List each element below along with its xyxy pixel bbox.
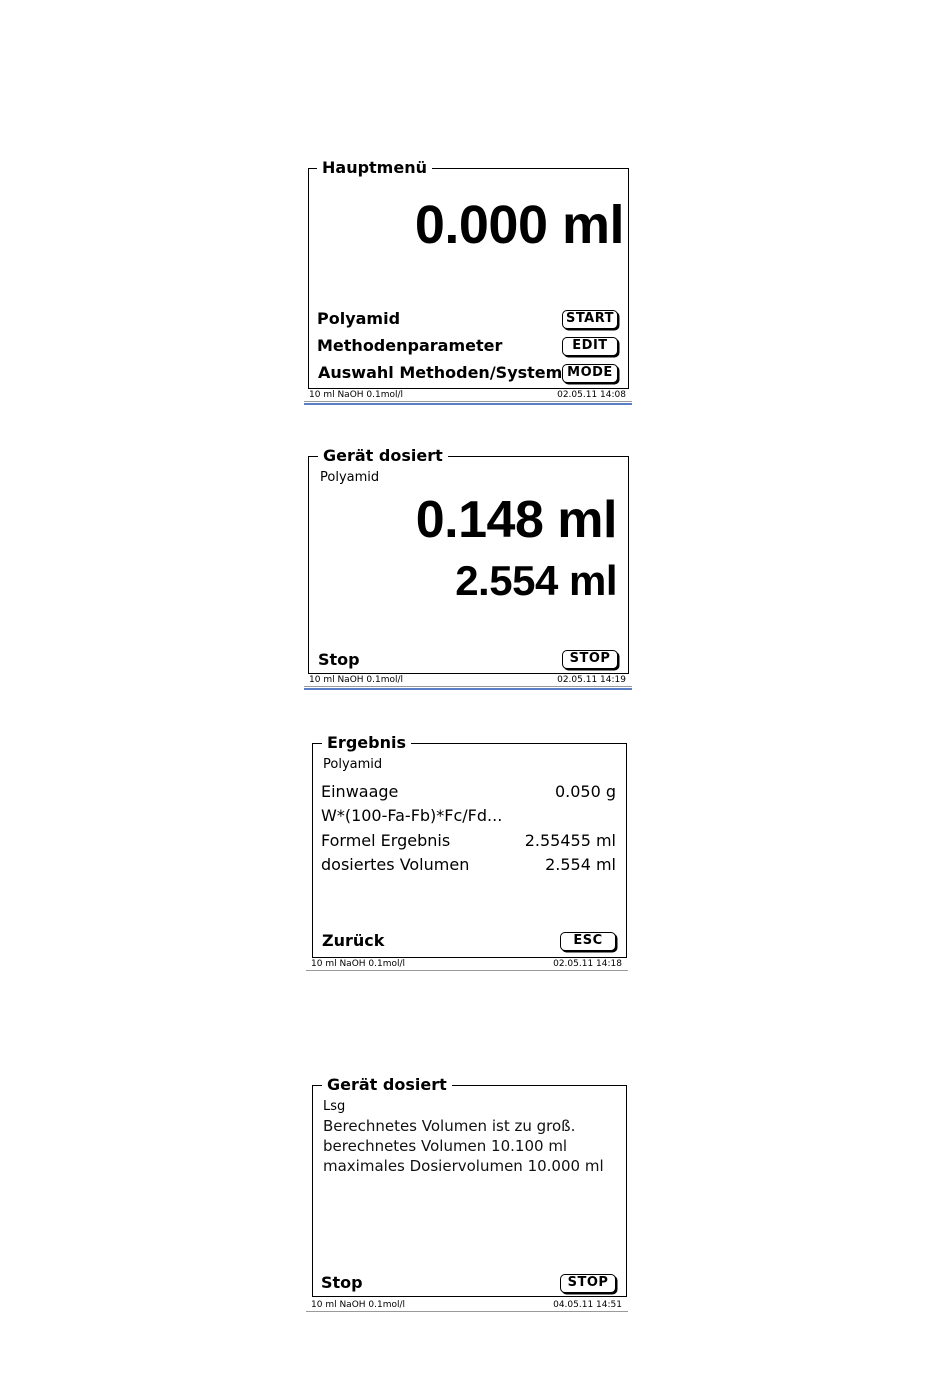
dosed-volume-display: 0.148 ml [415, 491, 617, 549]
result-value: 2.554 ml [545, 855, 616, 874]
stop-button[interactable]: STOP [560, 1274, 616, 1293]
result-row-weight [321, 782, 616, 802]
status-bar [304, 674, 632, 686]
result-label: W*(100-Fa-Fb)*Fc/Fd... [321, 806, 503, 825]
status-divider [304, 401, 632, 402]
status-reagent: 10 ml NaOH 0.1mol/l [311, 1300, 406, 1310]
screen-hauptmenu [304, 158, 632, 406]
result-label: Einwaage [321, 782, 399, 801]
status-divider [304, 686, 632, 687]
screen-result [306, 733, 628, 974]
edit-button[interactable]: EDIT [562, 337, 618, 356]
menu-label-mode-selection: Auswahl Methoden/System [318, 363, 563, 382]
result-label: Formel Ergebnis [321, 831, 451, 850]
back-label: Zurück [322, 931, 385, 950]
status-bar [304, 389, 632, 401]
status-datetime: 02.05.11 14:08 [557, 390, 626, 400]
status-divider [306, 1311, 628, 1312]
error-message-line: Berechnetes Volumen ist zu groß. [323, 1117, 576, 1135]
main-volume-display: 0.000 ml [414, 195, 624, 255]
result-label: dosiertes Volumen [321, 855, 470, 874]
status-bar [306, 1299, 628, 1311]
screen-title: Ergebnis [322, 734, 411, 752]
screen-title: Hauptmenü [317, 159, 432, 177]
status-accent-line [304, 403, 632, 405]
status-datetime: 04.05.11 14:51 [553, 1300, 622, 1310]
screen-frame [308, 446, 629, 674]
status-accent-line [304, 688, 632, 690]
result-row-formula-result [321, 831, 616, 851]
stop-button[interactable]: STOP [562, 650, 618, 669]
status-divider [306, 970, 628, 971]
result-value: 2.55455 ml [524, 831, 616, 850]
screen-frame [312, 1075, 627, 1297]
esc-button[interactable]: ESC [560, 932, 616, 951]
method-name: Polyamid [323, 757, 383, 772]
stop-label: Stop [321, 1273, 363, 1292]
total-volume-display: 2.554 ml [455, 557, 617, 604]
start-button[interactable]: START [562, 310, 618, 329]
status-reagent: 10 ml NaOH 0.1mol/l [309, 390, 404, 400]
screen-title: Gerät dosiert [318, 447, 448, 465]
menu-label-method: Polyamid [317, 309, 401, 328]
calculated-volume-line: berechnetes Volumen 10.100 ml [323, 1137, 568, 1155]
status-datetime: 02.05.11 14:19 [557, 675, 626, 685]
screen-dosing-error [306, 1075, 628, 1316]
status-reagent: 10 ml NaOH 0.1mol/l [311, 959, 406, 969]
screen-frame [308, 158, 629, 389]
result-row-dosed-volume [321, 855, 616, 875]
result-value: 0.050 g [554, 782, 616, 801]
stop-label: Stop [318, 650, 360, 669]
result-row-formula [321, 806, 616, 826]
status-bar [306, 958, 628, 970]
mode-button[interactable]: MODE [562, 364, 618, 383]
screen-dosing [304, 446, 632, 694]
solution-name: Lsg [323, 1099, 346, 1114]
status-datetime: 02.05.11 14:18 [553, 959, 622, 969]
menu-label-method-parameters: Methodenparameter [317, 336, 503, 355]
screen-title: Gerät dosiert [322, 1076, 452, 1094]
method-name: Polyamid [320, 470, 380, 485]
max-volume-line: maximales Dosiervolumen 10.000 ml [323, 1157, 604, 1175]
screen-frame [312, 733, 627, 958]
status-reagent: 10 ml NaOH 0.1mol/l [309, 675, 404, 685]
